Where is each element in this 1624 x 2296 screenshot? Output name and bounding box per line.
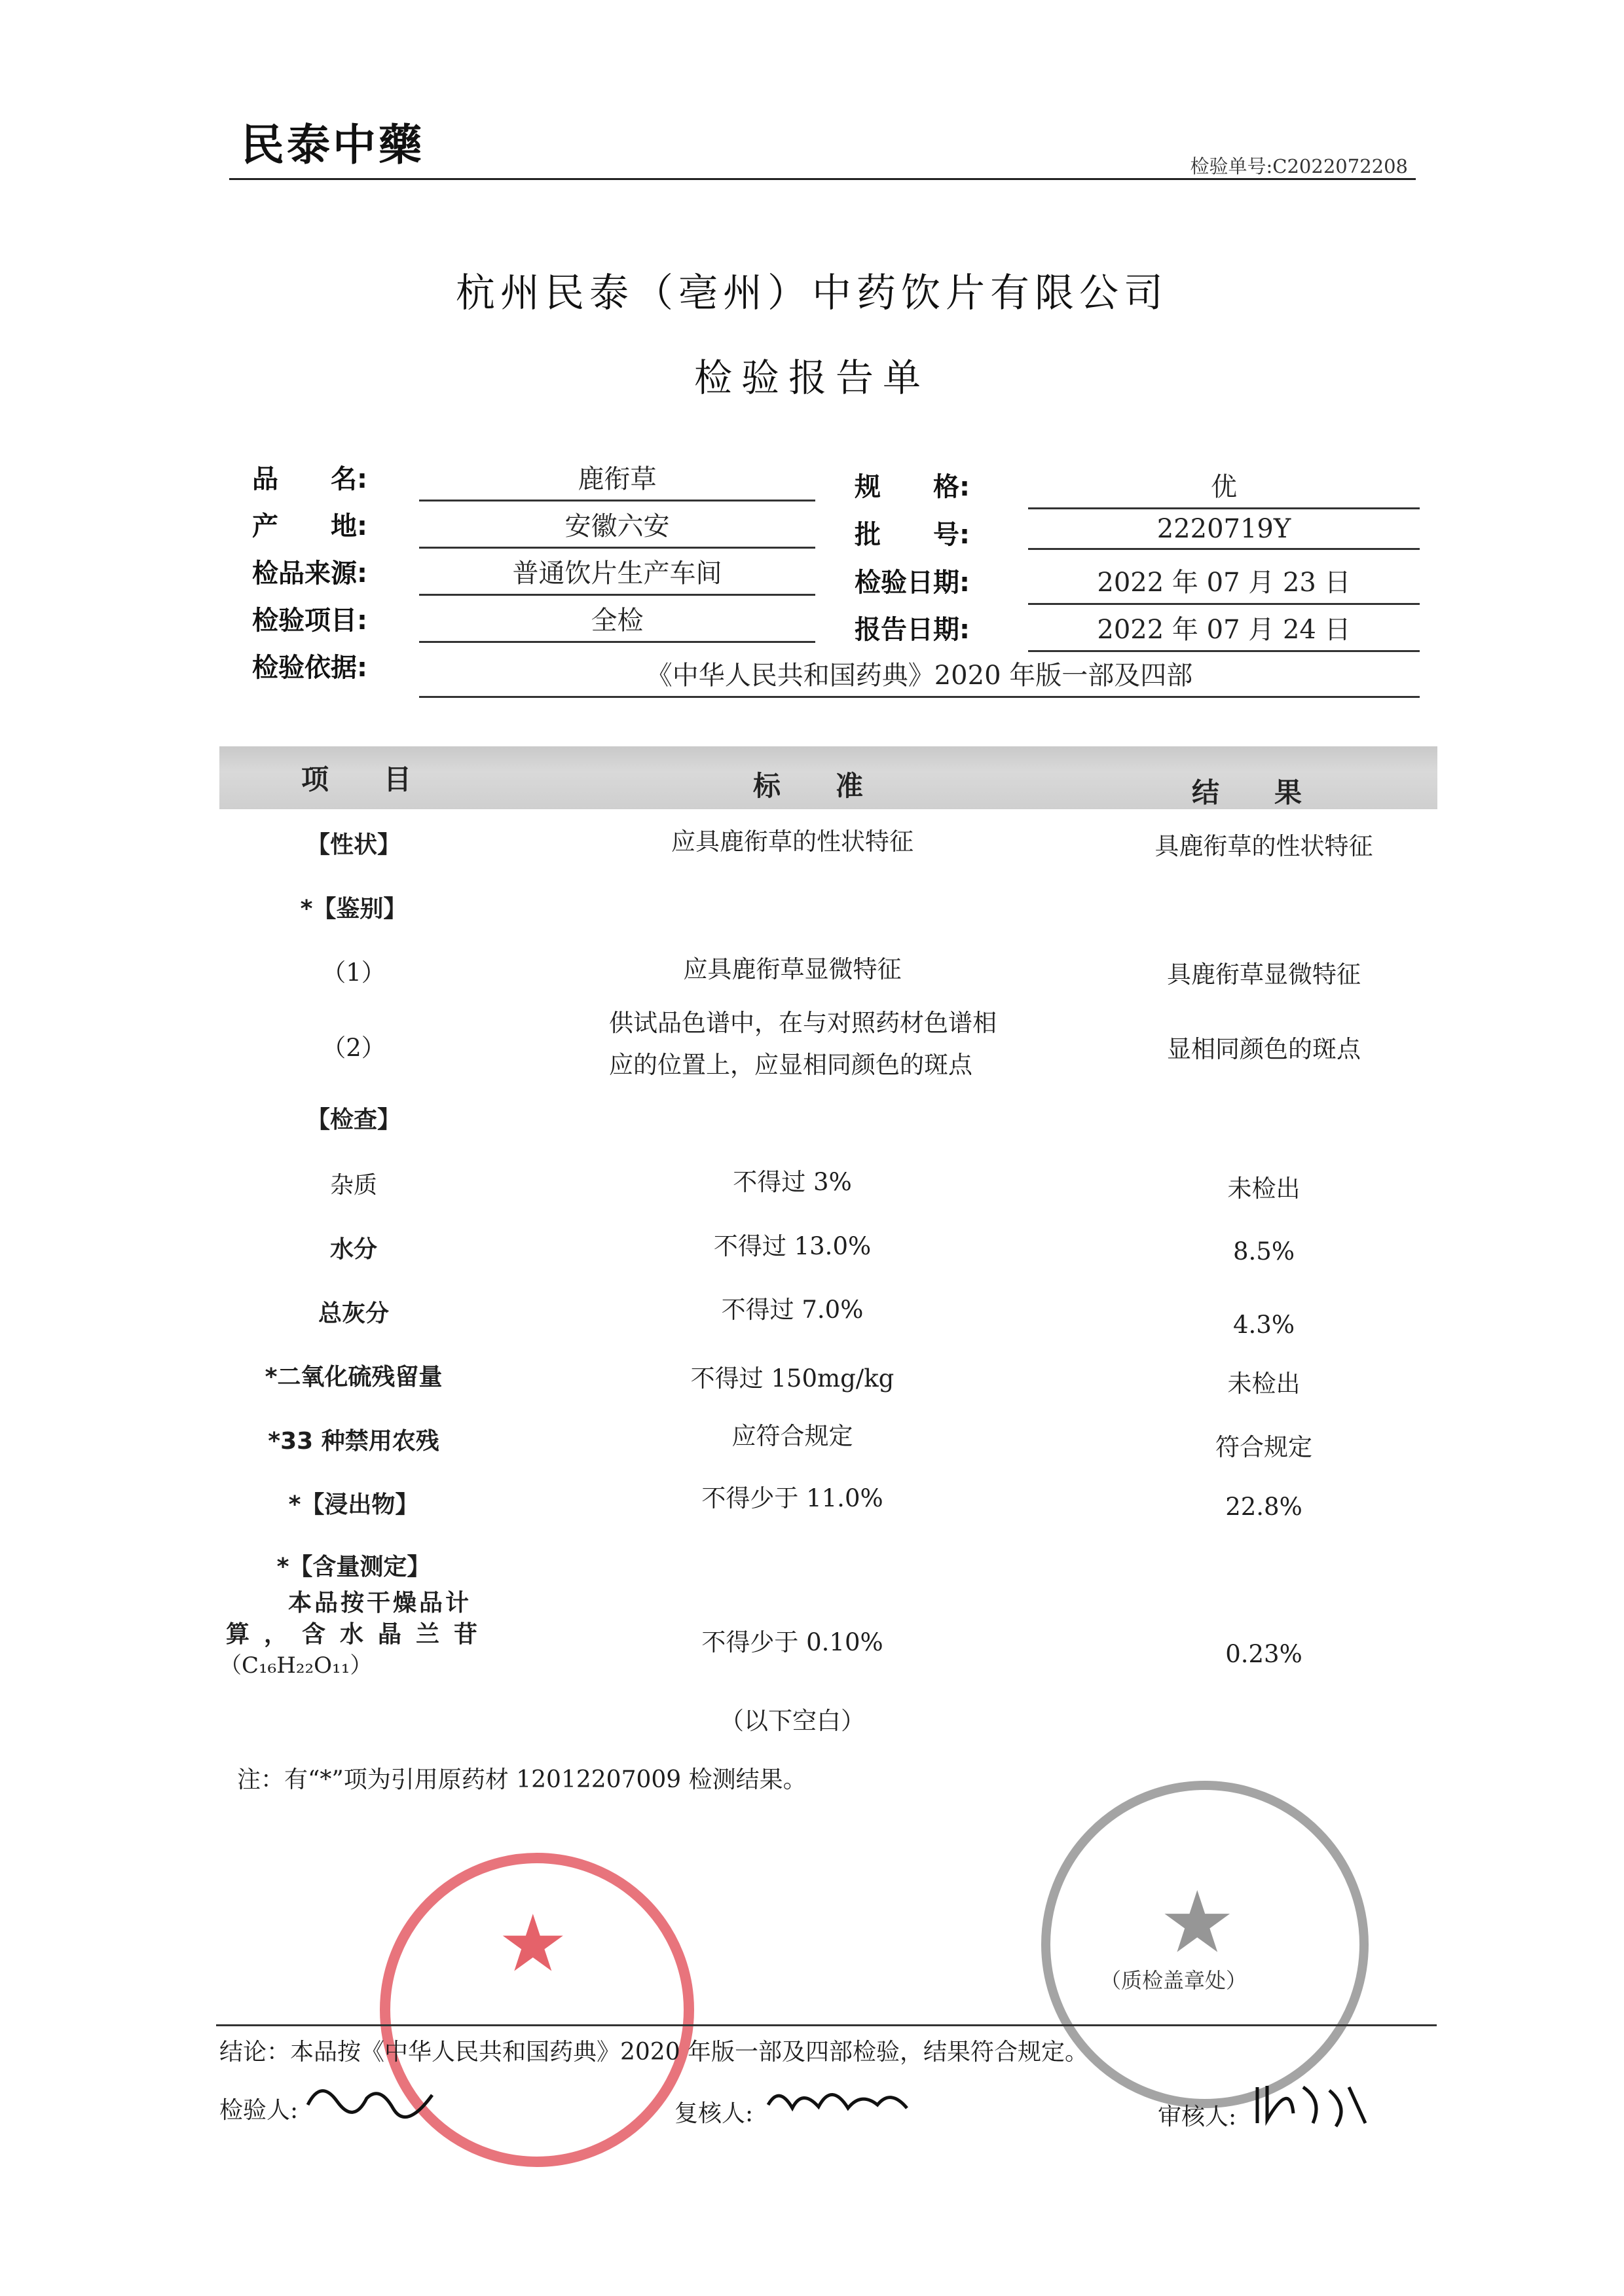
source-value: 普通饮片生产车间 [419,553,815,596]
company-title: 杭州民泰（亳州）中药饮片有限公司 [456,270,1168,316]
table-row-standard-cont: 应的位置上，应显相同颜色的斑点 [609,1051,972,1079]
table-row-result: 22.8% [1225,1493,1302,1521]
report-date-value: 2022 年 07 月 24 日 [1028,609,1420,652]
table-row-result: 显相同颜色的斑点 [1167,1035,1361,1063]
source-label: 检品来源: [252,558,367,589]
gray-seal-star-icon: ★ [1159,1872,1236,1972]
company-logo: 民泰中藥 [241,120,424,170]
table-row-item: *二氧化硫残留量 [265,1364,443,1391]
header-standard: 标 准 [753,770,864,802]
table-row-item: 总灰分 [318,1300,389,1327]
red-seal-star-icon: ★ [498,1899,568,1990]
assay-line-2: 算，含水晶兰苷 [226,1621,492,1648]
report-date-label: 报告日期: [855,615,970,645]
table-row-result: 未检出 [1227,1370,1301,1398]
origin-value: 安徽六安 [419,505,815,549]
item-value: 全检 [419,600,815,643]
table-row-standard: 不得过 150mg/kg [690,1364,895,1393]
reviewer-signature-mark [763,2075,913,2128]
approver-signature-mark [1251,2074,1375,2133]
doc-number-value: C2022072208 [1272,155,1408,177]
table-row-result: 具鹿衔草显微特征 [1167,960,1361,989]
table-row-item: *33 种禁用农残 [268,1428,439,1455]
assay-formula: （C₁₆H₂₂O₁₁） [219,1652,373,1679]
table-row-item: （1） [322,958,386,987]
table-row-item: *【鉴别】 [300,896,407,922]
table-row-standard: 应具鹿衔草的性状特征 [671,828,913,856]
table-row-standard: 应符合规定 [731,1422,853,1450]
table-row-standard: 供试品色谱中，在与对照药材色谱相 [609,1009,997,1037]
reviewer-label: 复核人: [674,2100,754,2127]
assay-line-1: 本品按干燥品计 [288,1590,472,1616]
conclusion-text: 结论：本品按《中华人民共和国药典》2020 年版一部及四部检验，结果符合规定。 [219,2039,1089,2066]
approver-label: 审核人: [1158,2104,1237,2130]
table-row-result: 符合规定 [1215,1433,1312,1461]
spec-label: 规 格: [855,472,970,502]
inspector-signature-mark [301,2072,445,2124]
name-value: 鹿衔草 [419,458,815,501]
table-row-item: 杂质 [329,1172,377,1199]
assay-result: 0.23% [1225,1640,1302,1668]
batch-value: 2220719Y [1028,514,1420,550]
doc-number [1190,152,1408,179]
footnote: 注：有“*”项为引用原药材 12012207009 检测结果。 [237,1766,807,1793]
table-row-result: 未检出 [1227,1175,1301,1203]
report-title: 检验报告单 [693,355,930,400]
blank-note: （以下空白） [720,1707,865,1735]
spec-value: 优 [1028,466,1420,509]
header-item: 项 目 [301,763,412,795]
stamp-caption: （质检盖章处） [1100,1968,1247,1993]
name-label: 品 名: [252,464,367,494]
table-row-standard: 应具鹿衔草显微特征 [683,955,902,983]
item-label: 检验项目: [252,606,367,636]
inspector-label: 检验人: [219,2097,299,2124]
conclusion-divider [216,2024,1437,2026]
table-row-result: 4.3% [1233,1311,1295,1339]
table-row-item: （2） [322,1034,386,1062]
table-row-standard: 不得少于 11.0% [701,1484,883,1512]
header-result: 结 果 [1192,776,1302,809]
basis-value: 《中华人民共和国药典》2020 年版一部及四部 [419,655,1420,698]
assay-standard: 不得少于 0.10% [701,1628,883,1656]
table-row-item: 【性状】 [306,831,401,858]
table-row-item: *【含量测定】 [276,1554,431,1580]
table-row-result: 具鹿衔草的性状特征 [1154,832,1373,860]
table-row-item: *【浸出物】 [288,1491,419,1518]
basis-label: 检验依据: [252,653,367,683]
batch-label: 批 号: [855,520,970,550]
header-divider [229,178,1416,180]
table-row-item: 水分 [329,1236,377,1263]
table-row-result: 8.5% [1233,1237,1295,1266]
origin-label: 产 地: [252,511,367,541]
table-row-standard: 不得过 7.0% [721,1296,864,1324]
doc-number-label: 检验单号: [1190,155,1273,177]
table-row-standard: 不得过 13.0% [713,1232,872,1260]
test-date-value: 2022 年 07 月 23 日 [1028,562,1420,605]
table-row-item: 【检查】 [306,1106,401,1133]
table-row-standard: 不得过 3% [733,1168,852,1196]
test-date-label: 检验日期: [855,568,970,598]
